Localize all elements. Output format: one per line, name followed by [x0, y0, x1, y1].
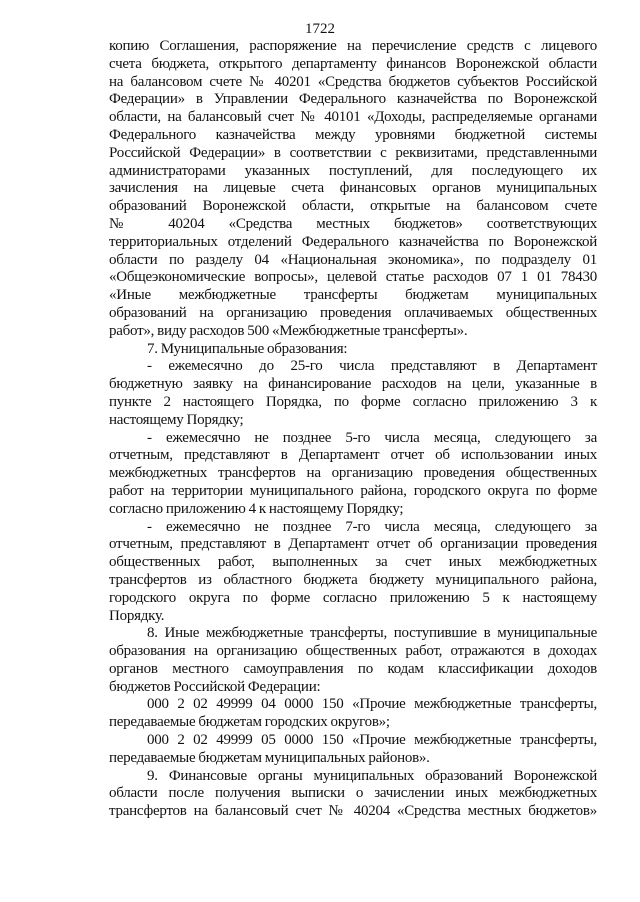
- paragraph: [109, 38, 597, 341]
- text-line: области, на балансовый счет № 40101 «Доходы, распределяемые органами: [109, 109, 597, 126]
- text-line: согласно приложению 4 к настоящему Порядку;: [109, 500, 404, 517]
- text-line: органов местного самоуправления по кодам классификации доходов: [109, 660, 597, 677]
- text-line: счета бюджета, открытого департаменту финансов Воронежской области: [109, 55, 597, 72]
- text-line: бюджетную заявку на финансирование расходов на цели, указанные в: [109, 376, 597, 393]
- text-line: передаваемые бюджетам муниципальных районов».: [109, 749, 430, 766]
- text-line: «Общеэкономические вопросы», целевой статье расходов 07 1 01 78430: [109, 269, 597, 286]
- text-line: 8. Иные межбюджетные трансферты, поступившие в муниципальные: [147, 625, 597, 642]
- text-line: образования на организацию общественных работ, отражаются в доходах: [109, 643, 597, 660]
- text-line: передаваемые бюджетам городских округов»;: [109, 714, 390, 731]
- text-line: отчетным, представляют в Департамент отчет об использовании иных: [109, 447, 597, 464]
- text-line: «Иные межбюджетные трансферты бюджетам муниципальных: [109, 287, 597, 304]
- text-line: на балансовом счете № 40201 «Средства бюджетов субъектов Российской: [109, 73, 597, 90]
- paragraph: [109, 341, 597, 359]
- text-line: бюджетов Российской Федерации:: [109, 678, 321, 695]
- text-line: трансфертов на балансовый счет № 40204 «Средства местных бюджетов»: [109, 803, 597, 820]
- text-line: - ежемесячно не позднее 5-го числа месяца, следующего за: [147, 429, 597, 446]
- paragraph: [109, 768, 597, 821]
- text-line: 000 2 02 49999 05 0000 150 «Прочие межбюджетные трансферты,: [147, 732, 597, 749]
- text-line: территориальных отделений Федерального казначейства по Воронежской: [109, 233, 597, 250]
- text-line: области по разделу 04 «Национальная экономика», по подразделу 01: [109, 251, 597, 268]
- text-line: Порядку.: [109, 607, 165, 624]
- page-number: 1722: [305, 21, 335, 37]
- text-line: образований Воронежской области, открытые на балансовом счете: [109, 198, 597, 215]
- text-line: трансфертов из областного бюджета бюджету муниципального района,: [109, 571, 597, 588]
- paragraph: [109, 519, 597, 626]
- text-line: Российской Федерации» в соответствии с реквизитами, представленными: [109, 144, 597, 161]
- text-line: работ», виду расходов 500 «Межбюджетные трансферты».: [109, 322, 468, 339]
- text-line: 000 2 02 49999 04 0000 150 «Прочие межбюджетные трансферты,: [147, 696, 597, 713]
- text-line: отчетным, представляют в Департамент отчет об организации проведения: [109, 536, 597, 553]
- text-line: 9. Финансовые органы муниципальных образований Воронежской: [147, 767, 597, 784]
- paragraph: [109, 625, 597, 696]
- text-line: администраторами указанных поступлений, для последующего их: [109, 162, 597, 179]
- text-line: - ежемесячно до 25-го числа представляют в Департамент: [147, 358, 597, 375]
- document-body: [109, 38, 597, 821]
- paragraph: [109, 358, 597, 429]
- text-line: № 40204 «Средства местных бюджетов» соответствующих: [109, 215, 597, 232]
- text-line: работ на территории муниципального района, городского округа по форме: [109, 482, 597, 499]
- text-line: - ежемесячно не позднее 7-го числа месяца, следующего за: [147, 518, 597, 535]
- text-line: Федерального казначейства между уровнями бюджетной системы: [109, 126, 597, 143]
- paragraph: [109, 732, 597, 768]
- paragraph: [109, 430, 597, 519]
- text-line: области после получения выписки о зачислении иных межбюджетных: [109, 785, 597, 802]
- text-line: 7. Муниципальные образования:: [147, 340, 348, 357]
- text-line: настоящему Порядку;: [109, 411, 244, 428]
- text-line: пункте 2 настоящего Порядка, по форме согласно приложению 3 к: [109, 393, 597, 410]
- text-line: городского округа по форме согласно приложению 5 к настоящему: [109, 589, 597, 606]
- text-line: образований на организацию проведения оплачиваемых общественных: [109, 304, 597, 321]
- text-line: зачисления на лицевые счета финансовых органов муниципальных: [109, 180, 597, 197]
- text-line: Федерации» в Управлении Федерального казначейства по Воронежской: [109, 91, 597, 108]
- text-line: копию Соглашения, распоряжение на перечисление средств с лицевого: [109, 38, 597, 54]
- paragraph: [109, 696, 597, 732]
- text-line: общественных работ, выполненных за счет иных межбюджетных: [109, 554, 597, 571]
- text-line: межбюджетных трансфертов на организацию проведения общественных: [109, 465, 597, 482]
